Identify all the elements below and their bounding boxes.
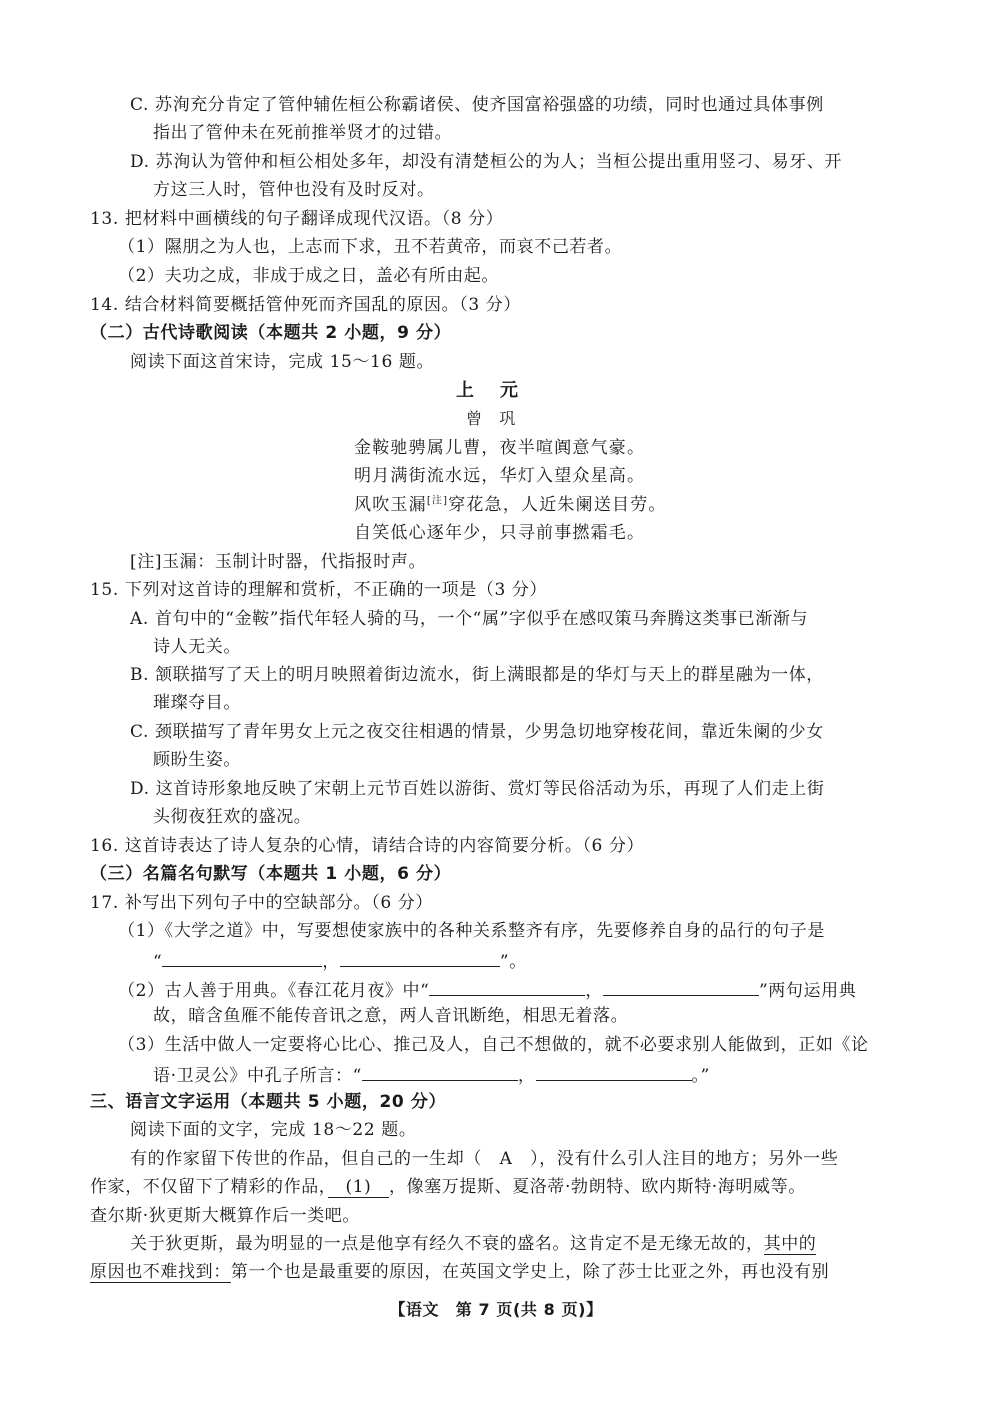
poem-line-4: 自笑低心逐年少，只寻前事撚霜毛。 — [354, 523, 646, 543]
section-heading-poetry: （二）古代诗歌阅读（本题共 2 小题，9 分） — [90, 323, 452, 343]
question-17-2 — [118, 975, 856, 1004]
close-quote: ”。 — [499, 952, 527, 972]
passage-line-2 — [90, 1174, 806, 1200]
passage-text: 第一个也是最重要的原因，在英国文学史上，除了莎士比亚之外，再也没有别 — [230, 1262, 830, 1282]
answer-blank[interactable] — [162, 946, 322, 967]
underlined-sentence: 原因也不难找到： — [90, 1262, 231, 1282]
option-15c-line2: 顾盼生姿。 — [153, 750, 241, 770]
option-15b-line1: B. 颔联描写了天上的明月映照着街边流水，街上满眼都是的华灯与天上的群星融为一体， — [130, 665, 824, 685]
blank-marker-1: (1) — [327, 1177, 389, 1197]
section-heading-recitation: （三）名篇名句默写（本题共 1 小题，6 分） — [90, 864, 452, 884]
option-c-line2: 指出了管仲未在死前推举贤才的过错。 — [153, 123, 453, 143]
question-13-sentence-2: （2）夫功之成，非成于成之日，盖必有所由起。 — [118, 266, 500, 286]
option-15a-line2: 诗人无关。 — [153, 637, 241, 657]
poem-line-2: 明月满街流水远，华灯入望众星高。 — [354, 466, 646, 486]
option-d-line2: 方这三人时，管仲也没有及时反对。 — [153, 180, 435, 200]
option-15b-line2: 璀璨夺目。 — [153, 693, 241, 713]
passage-text: 关于狄更斯，最为明显的一点是他享有经久不衰的盛名。这肯定不是无缘无故的， — [130, 1234, 764, 1254]
question-17-1: （1）《大学之道》中，写要想使家族中的各种关系整齐有序，先要修养自身的品行的句子是 — [118, 921, 825, 941]
poem-title: 上元 — [456, 380, 544, 401]
comma: ， — [585, 981, 604, 1001]
question-17-3-blanks — [153, 1060, 710, 1089]
comma: ， — [517, 1066, 536, 1086]
option-15d-line1: D. 这首诗形象地反映了宋朝上元节百姓以游街、赏灯等民俗活动为乐，再现了人们走上街 — [130, 779, 825, 799]
question-14: 14. 结合材料简要概括管仲死而齐国乱的原因。（3 分） — [90, 295, 521, 315]
passage-text: ，像塞万提斯、夏洛蒂·勃朗特、欧内斯特·海明威等。 — [389, 1177, 806, 1197]
question-17-2-line2: 故，暗含鱼雁不能传音讯之意，两人音讯断绝，相思无着落。 — [153, 1006, 629, 1026]
passage-line-3: 查尔斯·狄更斯大概算作后一类吧。 — [90, 1206, 361, 1226]
passage-line-1: 有的作家留下传世的作品，但自己的一生却（ A ），没有什么引人注目的地方；另外一些 — [130, 1149, 839, 1169]
page-footer: 【语文 第 7 页(共 8 页)】 — [389, 1300, 603, 1319]
question-13: 13. 把材料中画横线的句子翻译成现代汉语。（8 分） — [90, 209, 504, 229]
question-17: 17. 补写出下列句子中的空缺部分。（6 分） — [90, 893, 433, 913]
question-17-2-text: （2）古人善于用典。《春江花月夜》中“ — [118, 981, 430, 1001]
answer-blank[interactable] — [429, 975, 585, 996]
question-17-3: （3）生活中做人一定要将心比心、推己及人，自己不想做的，就不必要求别人能做到，正如《论 — [118, 1035, 869, 1055]
question-17-3-text: 语·卫灵公》中孔子所言：“ — [153, 1066, 362, 1086]
poem-line-1: 金鞍驰骋属儿曹，夜半喧阗意气豪。 — [354, 438, 646, 458]
question-13-sentence-1: （1）隰朋之为人也，上志而下求，丑不若黄帝，而哀不己若者。 — [118, 237, 623, 257]
option-15c-line1: C. 颈联描写了青年男女上元之夜交往相遇的情景，少男急切地穿梭花间，靠近朱阑的少女 — [130, 722, 824, 742]
question-16: 16. 这首诗表达了诗人复杂的心情，请结合诗的内容简要分析。（6 分） — [90, 836, 645, 856]
close-quote: 。” — [691, 1066, 710, 1086]
underlined-sentence: 其中的 — [763, 1234, 817, 1254]
poetry-instruction: 阅读下面这首宋诗，完成 15～16 题。 — [130, 352, 435, 372]
language-instruction: 阅读下面的文字，完成 18～22 题。 — [130, 1120, 417, 1140]
answer-blank[interactable] — [340, 946, 500, 967]
poem-line-3 — [354, 492, 667, 518]
question-15: 15. 下列对这首诗的理解和赏析，不正确的一项是（3 分） — [90, 580, 548, 600]
option-c-line1: C. 苏洵充分肯定了管仲辅佐桓公称霸诸侯、使齐国富裕强盛的功绩，同时也通过具体事例 — [130, 95, 824, 115]
question-17-2-tail: ”两句运用典 — [759, 981, 857, 1001]
poem-note: [注]玉漏：玉制计时器，代指报时声。 — [130, 552, 427, 572]
passage-line-5 — [90, 1259, 829, 1285]
answer-blank[interactable] — [362, 1060, 518, 1081]
option-15a-line1: A. 首句中的“金鞍”指代年轻人骑的马，一个“属”字似乎在感叹策马奔腾这类事已渐渐与 — [130, 609, 809, 629]
poem-line-3-part-1: 风吹玉漏 — [354, 495, 427, 515]
option-d-line1: D. 苏洵认为管仲和桓公相处多年，却没有清楚桓公的为人；当桓公提出重用竖刁、易牙、开 — [130, 152, 843, 172]
poem-line-3-part-2: 穿花急，人近朱阑送目劳。 — [448, 495, 667, 515]
answer-blank[interactable] — [603, 975, 759, 996]
option-15d-line2: 头彻夜狂欢的盛况。 — [153, 807, 312, 827]
passage-line-4 — [130, 1231, 816, 1257]
comma: ， — [322, 952, 340, 972]
question-17-1-blanks — [153, 946, 527, 975]
poem-author: 曾 巩 — [466, 409, 516, 428]
open-quote: “ — [153, 952, 163, 972]
note-marker: [注] — [426, 495, 449, 507]
passage-text: 作家，不仅留下了精彩的作品， — [90, 1177, 328, 1197]
answer-blank[interactable] — [536, 1060, 692, 1081]
section-heading-language: 三、语言文字运用（本题共 5 小题，20 分） — [90, 1092, 447, 1112]
